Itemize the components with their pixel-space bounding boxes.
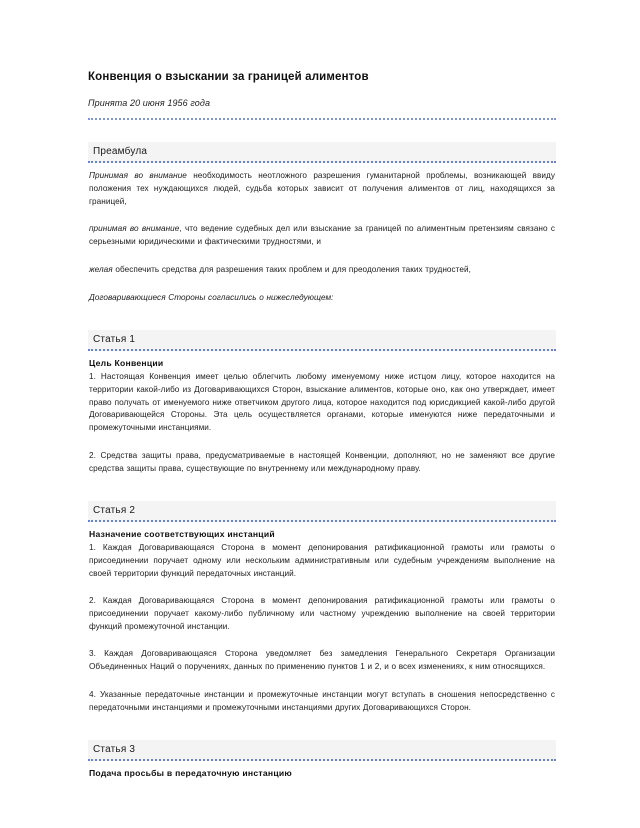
paragraph: 3. Каждая Договаривающаяся Сторона уведомляет без замедления Генерального Секретаря Организации Объединенных Наций о поручениях, данных по применению пунктов 1 и 2, и о всех изменениях, к ним относящихся. bbox=[89, 649, 555, 672]
section-article-2 bbox=[88, 501, 556, 714]
section-preamble bbox=[88, 142, 556, 304]
title-divider bbox=[88, 118, 556, 120]
paragraph-text: обеспечить средства для разрешения таких проблем и для преодоления таких трудностей, bbox=[112, 264, 471, 274]
paragraph-lead: Принимая во внимание bbox=[89, 171, 187, 181]
paragraph: 4. Указанные передаточные инстанции и промежуточные инстанции могут вступать в сношения непосредственно с передаточными инстанциями и промежуточными инстанциями других Договаривающихся Сторон. bbox=[89, 689, 555, 712]
paragraph-lead: принимая во внимание bbox=[89, 224, 180, 234]
page-title: Конвенция о взыскании за границей алиментов bbox=[88, 71, 369, 83]
section-header-article-3: Статья 3 bbox=[88, 740, 556, 761]
article-subheading: Подача просьбы в передаточную инстанцию bbox=[89, 768, 292, 779]
spacer bbox=[88, 485, 556, 501]
section-body-article-2 bbox=[88, 522, 556, 714]
spacer bbox=[88, 724, 556, 740]
section-header-preamble: Преамбула bbox=[88, 142, 556, 163]
section-body-preamble bbox=[88, 163, 556, 304]
document-subtitle: Принята 20 июня 1956 года bbox=[88, 98, 211, 109]
paragraph bbox=[89, 223, 555, 248]
paragraph: 1. Настоящая Конвенция имеет целью облегчить любому именуемому ниже истцом лицу, которое находится на территории какой-либо из Договаривающихся Сторон, взыскание алиментов, которые оно, как оно утверждает, имеет право получать от именуемого ниже ответчиком другого лица, которое находится под юрисдикцией какой-либо другой Договаривающейся Стороны. Эта цель осуществляется органами, которые именуются ниже передаточными и промежуточными инстанциями. bbox=[89, 372, 555, 433]
paragraph: 2. Средства защиты права, предусматриваемые в настоящей Конвенции, дополняют, но не заменяют все другие средства защиты права, существующие по внутреннему или международному праву. bbox=[89, 450, 555, 473]
paragraph-text: , что ведение судебных дел или взыскание за границей по алиментным претензиям связано с серьезными юридическими и фактическими трудностями, и bbox=[89, 224, 555, 247]
article-subheading: Цель Конвенции bbox=[89, 358, 164, 369]
paragraph-lead: желая bbox=[89, 264, 113, 274]
paragraph: 2. Каждая Договаривающаяся Сторона в момент депонирования ратификационной грамоты или грамоты о присоединении поручает какому-либо публичному или частному учреждению выполнение на своей территории функций промежуточной инстанции. bbox=[89, 596, 555, 631]
paragraph: Договаривающиеся Стороны согласились о нижеследующем: bbox=[89, 292, 334, 302]
spacer bbox=[88, 314, 556, 330]
section-body-article-3 bbox=[88, 761, 556, 778]
section-body-article-1 bbox=[88, 351, 556, 475]
section-header-article-1: Статья 1 bbox=[88, 330, 556, 351]
paragraph bbox=[89, 264, 555, 277]
section-article-1 bbox=[88, 330, 556, 475]
paragraph bbox=[89, 170, 555, 208]
section-article-3 bbox=[88, 740, 556, 778]
section-header-article-2: Статья 2 bbox=[88, 501, 556, 522]
article-subheading: Назначение соответствующих инстанций bbox=[89, 529, 275, 540]
paragraph-text: необходимость неотложного разрешения гуманитарной проблемы, возникающей ввиду положения тех нуждающихся людей, судьба которых зависит от получения алиментов от лиц, находящихся за границей, bbox=[89, 171, 556, 206]
paragraph: 1. Каждая Договаривающаяся Сторона в момент депонирования ратификационной грамоты или грамоты о присоединении поручает одному или нескольким административным или судебным учреждениям выполнение на своей территории функций передаточных инстанций. bbox=[89, 543, 555, 578]
